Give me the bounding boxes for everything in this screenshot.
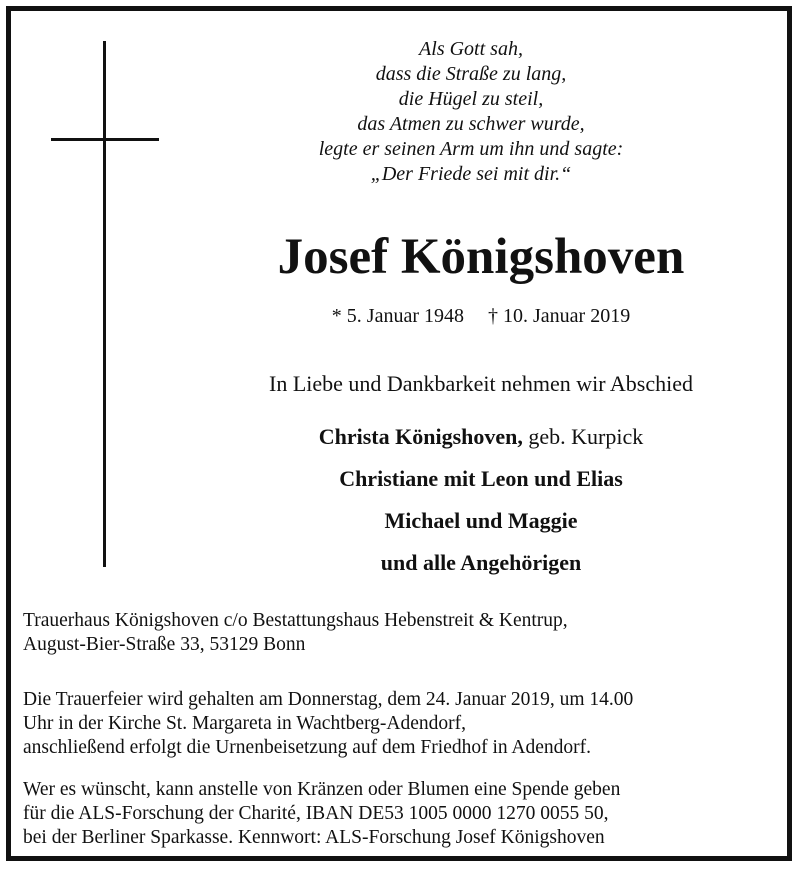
mourner-line: Christiane mit Leon und Elias — [339, 466, 623, 491]
memorial-poem — [241, 37, 701, 187]
death-date: † 10. Januar 2019 — [488, 305, 631, 327]
cross-symbol-vertical-bar — [103, 41, 106, 567]
poem-line: die Hügel zu steil, — [398, 88, 544, 110]
poem-line: Als Gott sah, — [419, 38, 523, 60]
mourner-line: und alle Angehörigen — [380, 550, 582, 575]
mourning-house-address — [23, 609, 783, 657]
mourner-line — [191, 416, 771, 458]
mourner-primary-name: Christa Königshoven, — [318, 424, 523, 449]
poem-line: legte er seinen Arm um ihn und sagte: — [318, 138, 624, 160]
poem-line: „Der Friede sei mit dir.“ — [370, 163, 572, 185]
mourner-line: Michael und Maggie — [384, 508, 578, 533]
cross-symbol-horizontal-bar — [51, 138, 159, 141]
mourner-maiden-name: geb. Kurpick — [522, 424, 644, 449]
ceremony-line: Die Trauerfeier wird gehalten am Donnerstag, dem 24. Januar 2019, um 14.00 — [23, 689, 634, 710]
ceremony-line: Uhr in der Kirche St. Margareta in Wachtberg-Adendorf, — [23, 713, 466, 734]
funeral-ceremony-details — [23, 688, 783, 760]
poem-line: das Atmen zu schwer wurde, — [357, 113, 585, 135]
obituary-frame — [6, 6, 792, 861]
donation-line: für die ALS-Forschung der Charité, IBAN DE53 1005 0000 1270 0055 50, — [23, 803, 609, 824]
poem-line: dass die Straße zu lang, — [375, 63, 567, 85]
address-line: Trauerhaus Königshoven c/o Bestattungshaus Hebenstreit & Kentrup, — [23, 610, 568, 631]
farewell-statement: In Liebe und Dankbarkeit nehmen wir Abschied — [269, 371, 693, 396]
address-line: August-Bier-Straße 33, 53129 Bonn — [23, 634, 306, 655]
ceremony-line: anschließend erfolgt die Urnenbeisetzung auf dem Friedhof in Adendorf. — [23, 737, 592, 758]
donation-line: Wer es wünscht, kann anstelle von Kränzen oder Blumen eine Spende geben — [23, 779, 621, 800]
birth-date: * 5. Januar 1948 — [331, 305, 464, 327]
life-dates — [191, 303, 771, 329]
donation-request — [23, 778, 783, 850]
mourners-list — [191, 416, 771, 584]
donation-line: bei der Berliner Sparkasse. Kennwort: ALS-Forschung Josef Königshoven — [23, 827, 605, 848]
deceased-name: Josef Königshoven — [277, 229, 685, 285]
